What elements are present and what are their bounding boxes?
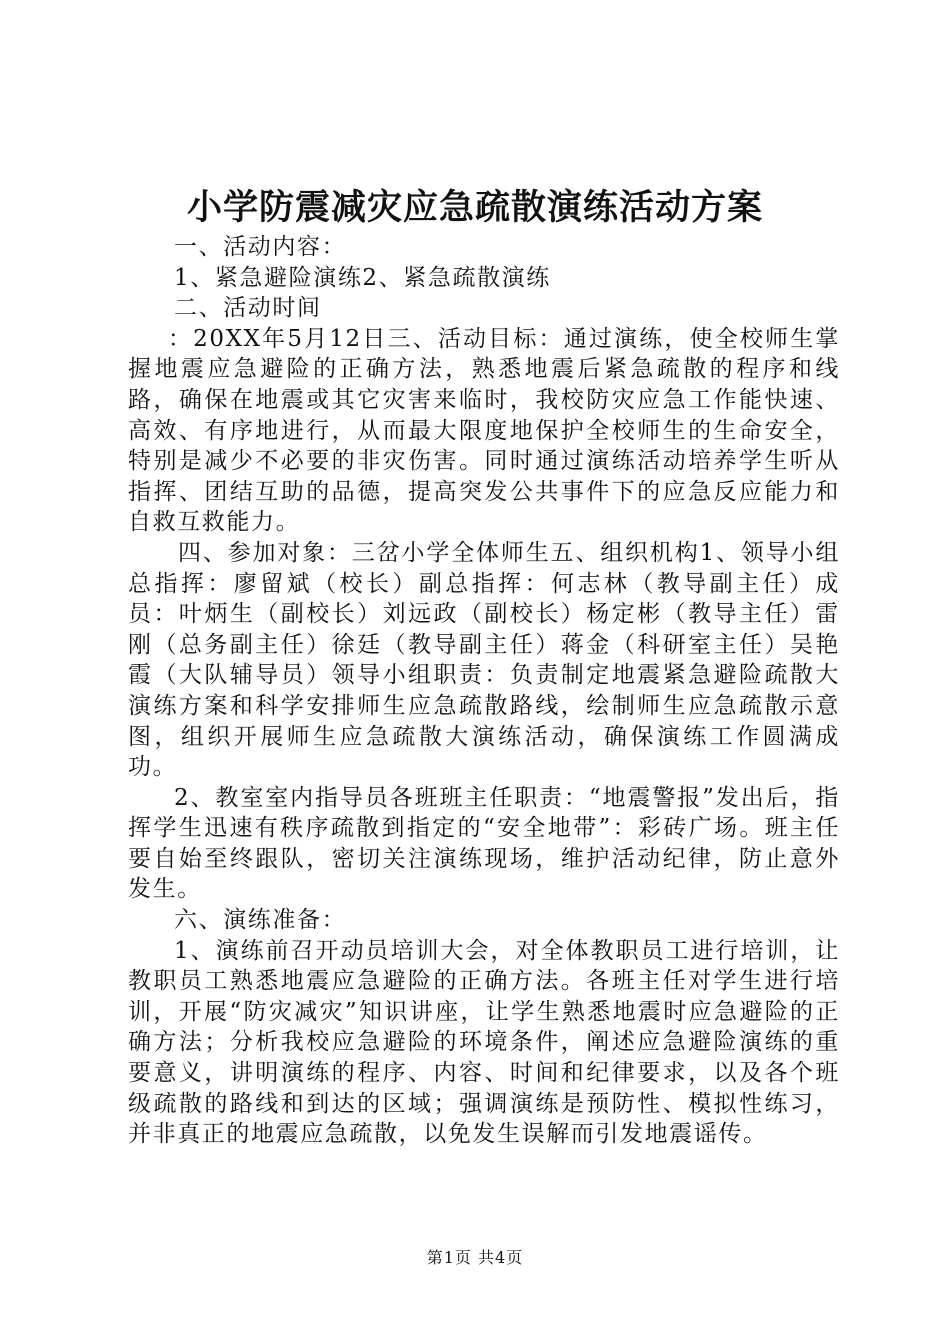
paragraph-preparation-training: 1、演练前召开动员培训大会，对全体教职员工进行培训，让教职员工熟悉地震应急避险的正确方法。各班主任对学生进行培训，开展“防灾减灾”知识讲座，让学生熟悉地震时应急避险的正确方法；分析我校应急避险的环境条件，阐述应急避险演练的重要意义，讲明演练的程序、内容、时间和纪律要求，以及各个班级疏散的路线和到达的区域；强调演练是预防性、模拟性练习，并非真正的地震应急疏散，以免发生误解而引发地震谣传。 <box>128 937 840 1148</box>
page-number-footer: 第1页 共4页 <box>426 1248 524 1267</box>
paragraph-classroom-guide: 2、教室室内指导员各班班主任职责：“地震警报”发出后，指挥学生迅速有秩序疏散到指定的“安全地带”：彩砖广场。班主任要自始至终跟队，密切关注演练现场，维护活动纪律，防止意外发生。 <box>128 784 840 903</box>
paragraph-participants-and-organization: 四、参加对象：三岔小学全体师生五、组织机构1、领导小组总指挥：廖留斌（校长）副总指挥：何志林（教导副主任）成员：叶炳生（副校长）刘远政（副校长）杨定彬（教导主任）雷刚（总务副主任）徐廷（教导副主任）蒋金（科研室主任）吴艳霞（大队辅导员）领导小组职责：负责制定地震紧急避险疏散大演练方案和科学安排师生应急疏散路线，绘制师生应急疏散示意图，组织开展师生应急疏散大演练活动，确保演练工作圆满成功。 <box>128 539 840 781</box>
paragraph-activity-content-heading: 一、活动内容： <box>174 234 347 260</box>
document-body <box>128 232 840 1150</box>
paragraph-activity-items: 1、紧急避险演练2、紧急疏散演练 <box>174 264 551 291</box>
paragraph-preparation-heading: 六、演练准备： <box>174 907 347 934</box>
document-title: 小学防震减灾应急疏散演练活动方案 <box>186 187 763 228</box>
paragraph-activity-time-heading: 二、活动时间 <box>174 295 322 322</box>
paragraph-time-and-goals: ：20XX年5月12日三、活动目标：通过演练，使全校师生掌握地震应急避险的正确方法，熟悉地震后紧急疏散的程序和线路，确保在地震或其它灾害来临时，我校防灾应急工作能快速、高效、有序地进行，从而最大限度地保护全校师生的生命安全，特别是减少不必要的非灾伤害。同时通过演练活动培养学生听从指挥、团结互助的品德，提高突发公共事件下的应急反应能力和自救互救能力。 <box>128 325 840 536</box>
